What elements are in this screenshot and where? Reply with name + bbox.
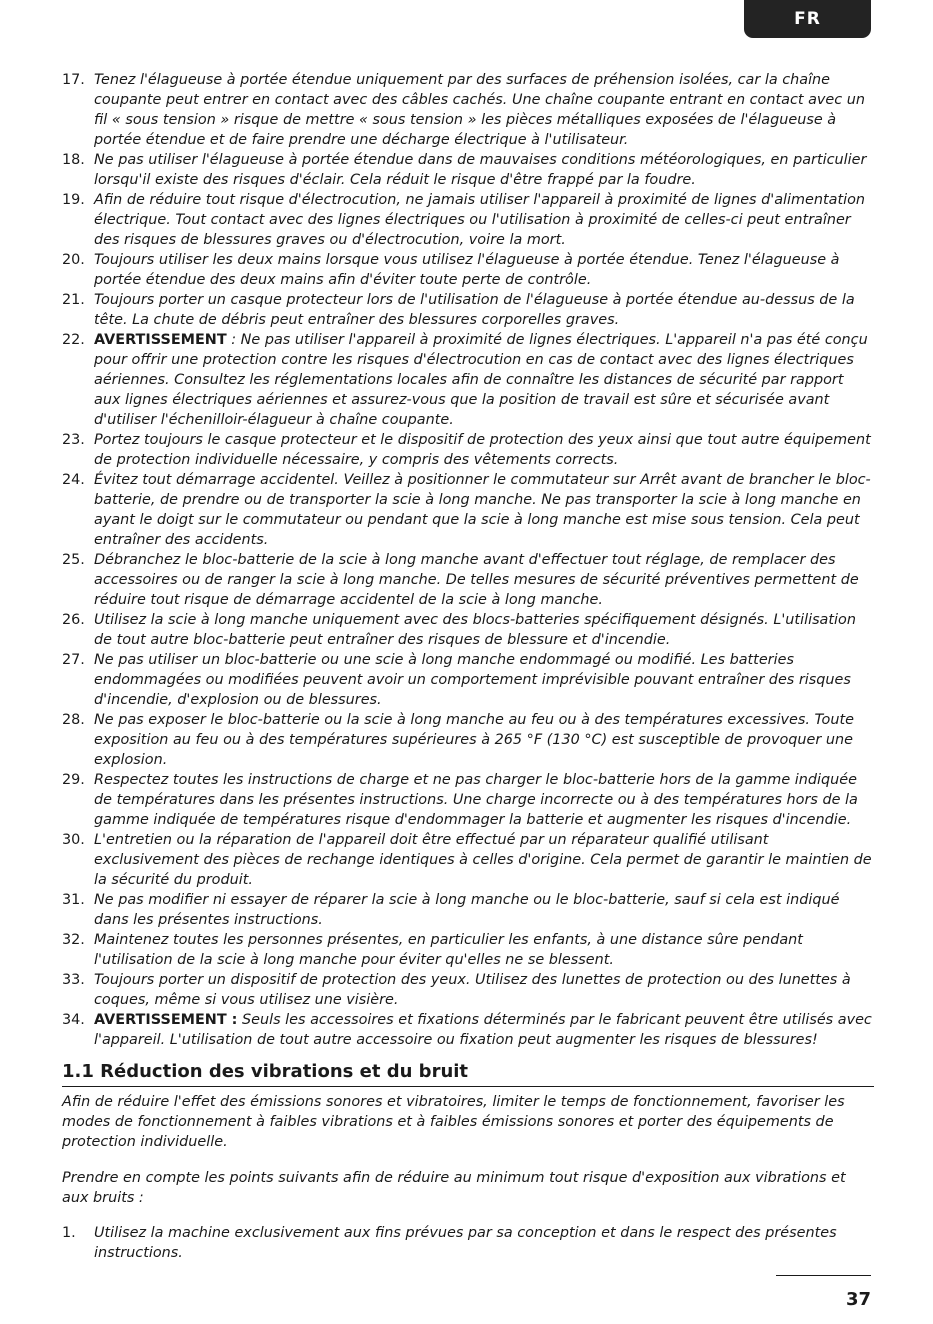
section-paragraph: Prendre en compte les points suivants afin de réduire au minimum tout risque d'exposition aux vibrations et aux bruits :: [62, 1170, 846, 1206]
list-item: 32. Maintenez toutes les personnes présentes, en particulier les enfants, à une distance sûre pendant l'utilisation de la scie à long manche pour éviter qu'elles ne se blessent.: [62, 932, 803, 968]
list-item: 24. Évitez tout démarrage accidentel. Veillez à positionner le commutateur sur Arrêt avant de brancher le bloc-batterie, de prendre ou de transporter la scie à long manche. Ne pas transporter la scie à long manche en ayant le doigt sur le commutateur ou pendant que la scie à long manche est mise sous tension. Cela peut entraîner des accidents.: [62, 472, 871, 548]
page-number: 37: [845, 1289, 871, 1310]
list-item: 25. Débranchez le bloc-batterie de la scie à long manche avant d'effectuer tout réglage, de remplacer des accessoires ou de ranger la scie à long manche. De telles mesures de sécurité préventives permettent de réduire tout risque de démarrage accidentel de la scie à long manche.: [62, 552, 859, 608]
list-item: 17. Tenez l'élagueuse à portée étendue uniquement par des surfaces de préhension isolées, car la chaîne coupante peut entrer en contact avec des câbles cachés. Une chaîne coupante entrant en contact avec un fil « sous tension » risque de mettre « sous tension » les pièces métalliques exposées de l'élagueuse à portée étendue et de faire prendre une décharge électrique à l'utilisateur.: [62, 72, 865, 148]
list-item: 34. AVERTISSEMENT : Seuls les accessoires et fixations déterminés par le fabricant peuvent être utilisés avec l'appareil. L'utilisation de tout autre accessoire ou fixation peut augmenter les risques de blessures!: [62, 1012, 872, 1048]
list-item: 21. Toujours porter un casque protecteur lors de l'utilisation de l'élagueuse à portée étendue au-dessus de la tête. La chute de débris peut entraîner des blessures corporelles graves.: [62, 292, 855, 328]
section-heading: 1.1 Réduction des vibrations et du bruit: [62, 1060, 874, 1087]
list-item: 1. Utilisez la machine exclusivement aux fins prévues par sa conception et dans le respect des présentes instructions.: [62, 1225, 837, 1261]
list-item: 30. L'entretien ou la réparation de l'appareil doit être effectué par un réparateur qualifié utilisant exclusivement des pièces de rechange identiques à celles d'origine. Cela permet de garantir le maintien de la sécurité du produit.: [62, 832, 872, 888]
safety-list: [62, 70, 874, 1050]
vibration-list: [62, 1223, 874, 1263]
list-item: 20. Toujours utiliser les deux mains lorsque vous utilisez l'élagueuse à portée étendue. Tenez l'élagueuse à portée étendue des deux mains afin d'éviter toute perte de contrôle.: [62, 252, 840, 288]
list-item: 33. Toujours porter un dispositif de protection des yeux. Utilisez des lunettes de protection ou des lunettes à coques, même si vous utilisez une visière.: [62, 972, 851, 1008]
list-item: 29. Respectez toutes les instructions de charge et ne pas charger le bloc-batterie hors de la gamme indiquée de températures dans les présentes instructions. Une charge incorrecte ou à des températures hors de la gamme indiquée de températures risque d'endommager la batterie et augmenter les risques d'incendie.: [62, 772, 858, 828]
footer-rule: [776, 1275, 871, 1276]
list-item: 31. Ne pas modifier ni essayer de réparer la scie à long manche ou le bloc-batterie, sauf si cela est indiqué dans les présentes instructions.: [62, 892, 840, 928]
list-item: 28. Ne pas exposer le bloc-batterie ou la scie à long manche au feu ou à des températures excessives. Toute exposition au feu ou à des températures supérieures à 265 °F (130 °C) est susceptible de provoquer une explosion.: [62, 712, 854, 768]
list-item: 27. Ne pas utiliser un bloc-batterie ou une scie à long manche endommagé ou modifié. Les batteries endommagées ou modifiées peuvent avoir un comportement imprévisible pouvant entraîner des risques d'incendie, d'explosion ou de blessures.: [62, 652, 851, 708]
list-item: 26. Utilisez la scie à long manche uniquement avec des blocs-batteries spécifiquement désignés. L'utilisation de tout autre bloc-batterie peut entraîner des risques de blessure et d'incendie.: [62, 612, 856, 648]
list-item: 22. AVERTISSEMENT : Ne pas utiliser l'appareil à proximité de lignes électriques. L'appareil n'a pas été conçu pour offrir une protection contre les risques d'électrocution en cas de contact avec des lignes électriques aériennes. Consultez les réglementations locales afin de connaître les distances de sécurité par rapport aux lignes électriques aériennes et assurez-vous que la position de travail est sûre et sécurisée avant d'utiliser l'échenilloir-élagueur à chaîne coupante.: [62, 332, 868, 428]
list-item: 19. Afin de réduire tout risque d'électrocution, ne jamais utiliser l'appareil à proximité de lignes d'alimentation électrique. Tout contact avec des lignes électriques ou l'utilisation à proximité de celles-ci peut entraîner des risques de blessures graves ou d'électrocution, voire la mort.: [62, 192, 866, 248]
list-item: 23. Portez toujours le casque protecteur et le dispositif de protection des yeux ainsi que tout autre équipement de protection individuelle nécessaire, y compris des vêtements corrects.: [62, 432, 871, 468]
language-tab: FR: [744, 0, 871, 38]
page-content: [62, 70, 874, 1263]
section-paragraph: Afin de réduire l'effet des émissions sonores et vibratoires, limiter le temps de fonctionnement, favoriser les modes de fonctionnement à faibles vibrations et à faibles émissions sonores et porter des équipements de protection individuelle.: [62, 1094, 845, 1150]
warning-label: AVERTISSEMENT :: [94, 1012, 238, 1028]
list-item: 18. Ne pas utiliser l'élagueuse à portée étendue dans de mauvaises conditions météorologiques, en particulier lorsqu'il existe des risques d'éclair. Cela réduit le risque d'être frappé par la foudre.: [62, 152, 867, 188]
warning-label: AVERTISSEMENT: [94, 332, 227, 348]
